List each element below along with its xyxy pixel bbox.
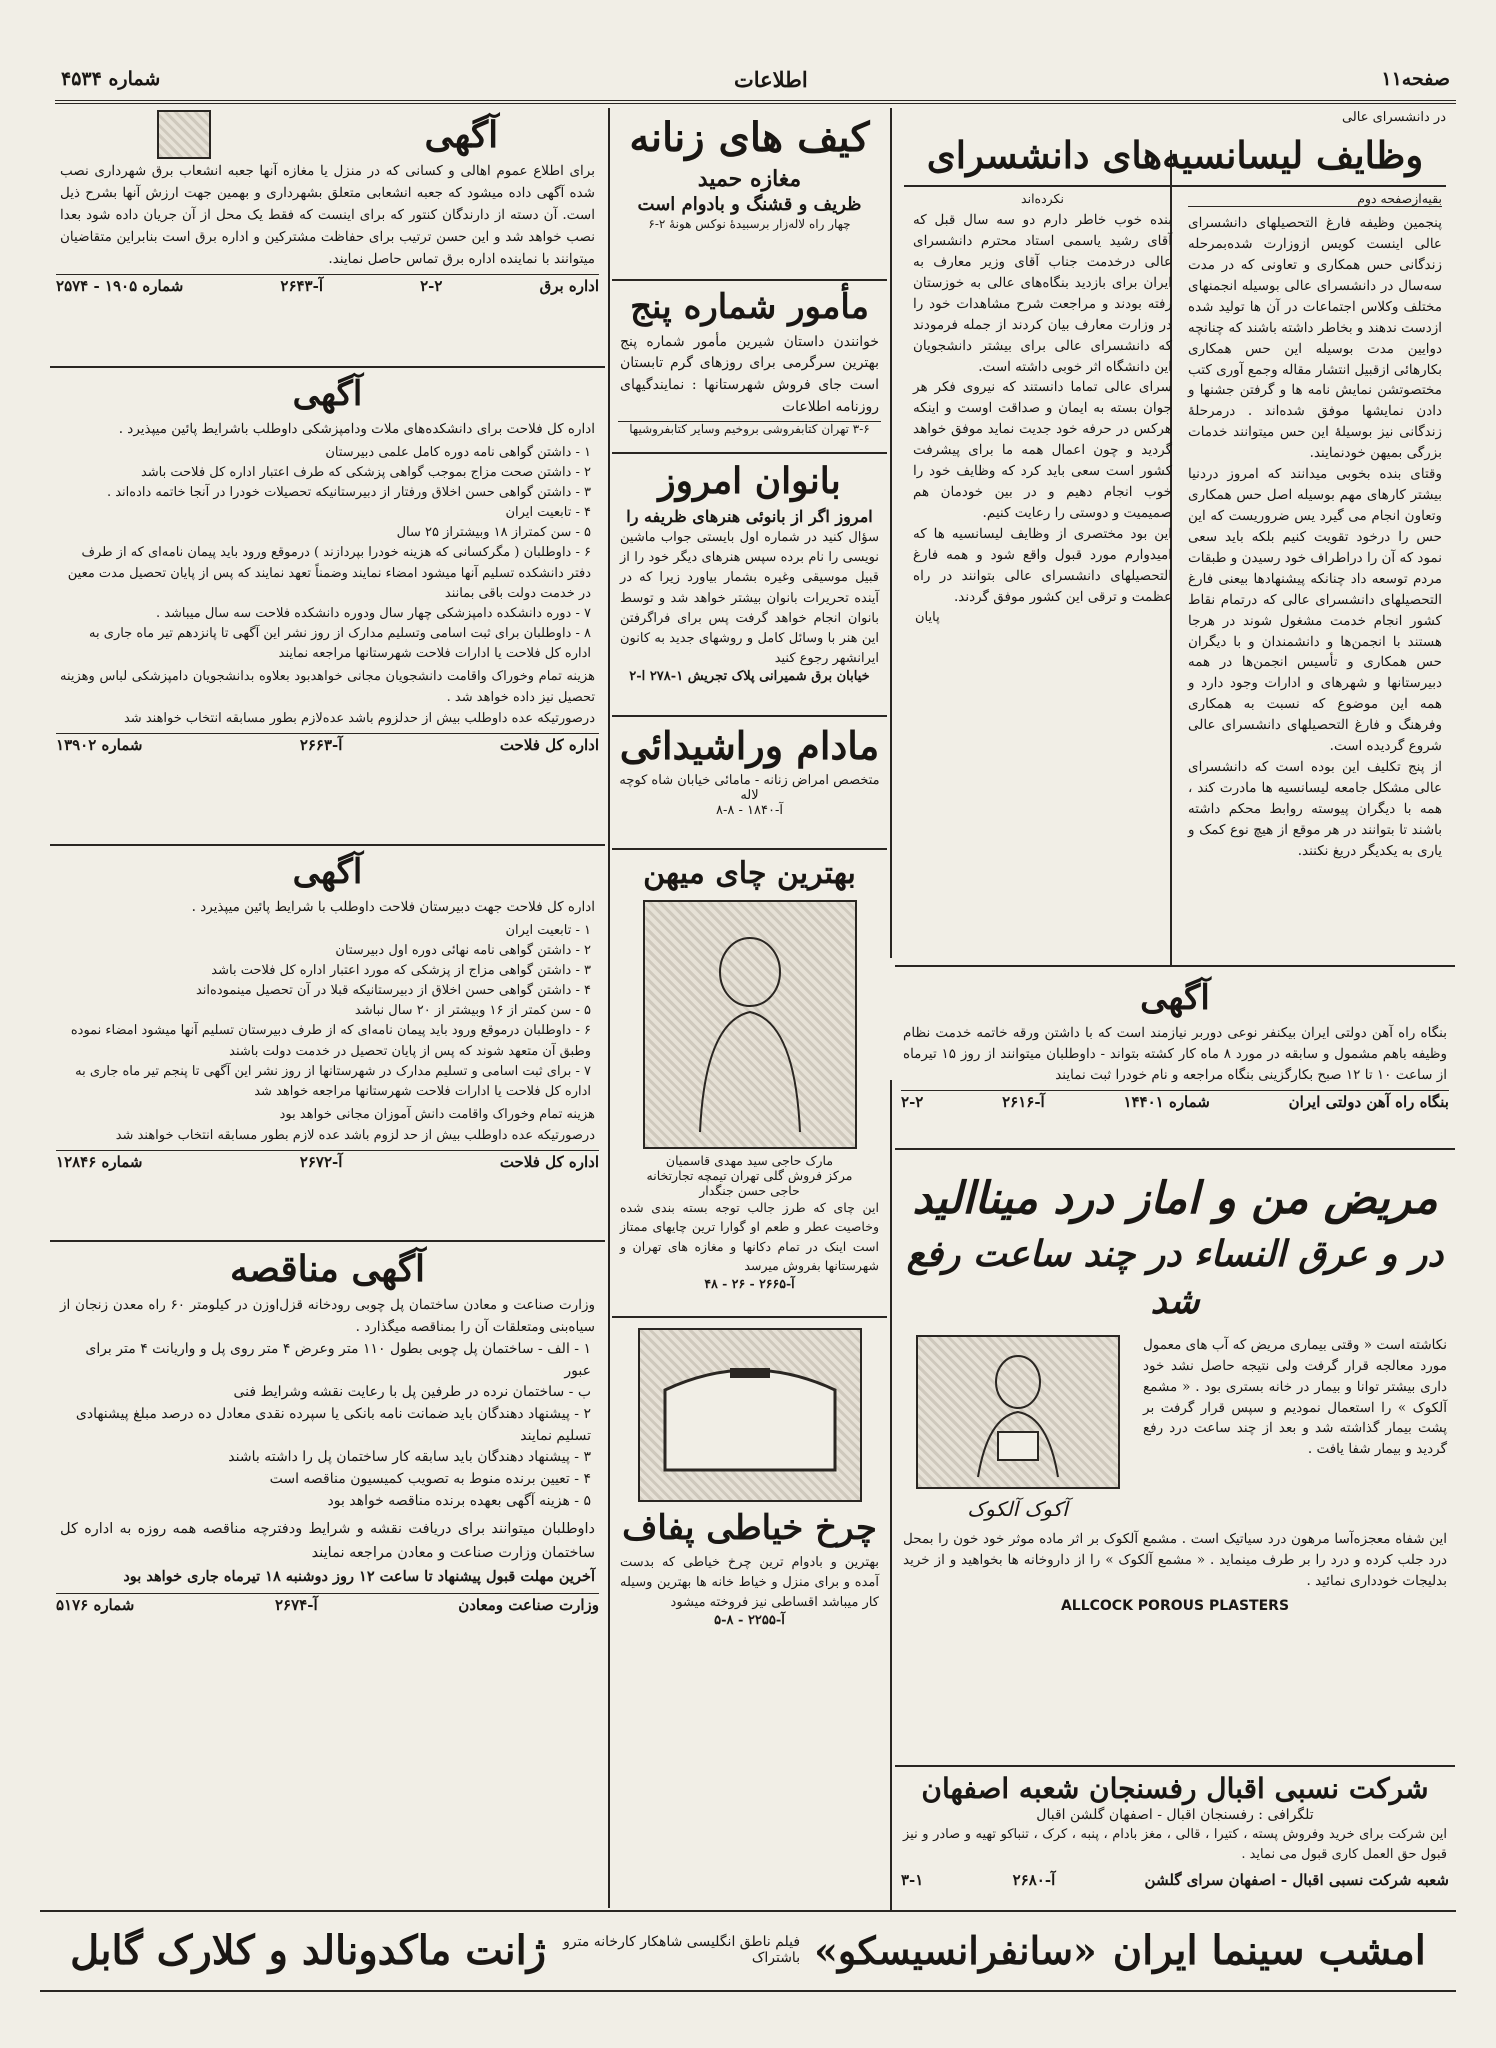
rule bbox=[50, 1240, 605, 1242]
ladies-text: سؤال کنید در شماره اول بایستی جواب ماشین نویسی را نام برده سپس هنرهای دیگر خود را از قبیل موسیقی وغیره بشمار بیاورد زیرا که در آینده تحریرات بانوان بیشتر خواهد شد و توسط بانوان انجام خواهد گرفت پس برای فراگرفتن این هنر با وسائل کامل و روشهای جدید به کانون ایرانشهر رجوع کنید bbox=[620, 530, 879, 667]
sewing-machine-illustration bbox=[638, 1328, 862, 1502]
rule-under-rail bbox=[895, 1148, 1455, 1150]
agri-college-code: آ-۲۶۶۳ bbox=[299, 736, 343, 755]
agri-college-note: هزینه تمام وخوراک واقامت دانشجویان مجانی خواهدبود بعلاوه بدانشجویان دامپزشکی لباس وهزینه تحصیل نیز داده خواهد شد . bbox=[60, 669, 595, 706]
company-telegraph: تلگرافی : رفسنجان اقبال - اصفهان گلشن اقبال bbox=[1036, 1807, 1314, 1823]
company-num: ۳-۱ bbox=[901, 1871, 924, 1890]
tender-code: آ-۲۶۷۴ bbox=[274, 1595, 318, 1614]
column-rule-left bbox=[608, 108, 610, 1908]
rail-notice-num: ۲-۲ bbox=[901, 1092, 924, 1111]
tender-note: داوطلبان میتوانند برای دریافت نقشه و شرایط ودفترچه مناقصه همه روزه به اداره کل ساختمان وزارت صناعت و معادن مراجعه نمایند bbox=[60, 1521, 595, 1561]
agent-title: مأمور شماره پنج bbox=[630, 287, 869, 327]
tender-notice bbox=[50, 1248, 605, 1898]
bags-ad bbox=[612, 114, 887, 279]
agriculture-college-notice bbox=[50, 374, 605, 844]
patient-figure-icon bbox=[918, 1337, 1118, 1487]
article-end: پایان bbox=[915, 609, 940, 625]
ladies-footer: خیابان برق شمیرانی پلاک تجریش ۱-۲۷۸ ا-۲ bbox=[629, 669, 870, 685]
article-paragraph: از پنج تکلیف این بوده است که دانشسرای عالی مشکل جامعه لیسانسیه ها مادرت کند ، همه با دیگران پیوسته روابط محکم داشته باشند تا بتوانند در هر موقع از هیچ نوع کمک و یاری به یکدیگر دریغ نکنند. bbox=[1188, 759, 1442, 859]
rule-under-article bbox=[895, 965, 1455, 967]
remedy-text: نکاشته است « وقتی بیماری مریض که آب های معمول مورد معالجه قرار گرفت ولی نتیجه حاصل نشد خود داری بیشتر توانا و بیمار در خانه بستری بود . « مشمع آلکوک » را استعمال نمودیم و سپس قرار گرفت بر پشت بیمار گذاشته شد و بعد از چند ساعت درد رفع گردید و بیمار شفا یافت . bbox=[1143, 1336, 1447, 1458]
agri-college-intro: اداره کل فلاحت برای دانشکده‌های ملات ودامپزشکی داوطلب باشرایط پائین میپذیرد . bbox=[118, 420, 595, 437]
electricity-notice bbox=[50, 108, 605, 366]
sewing-ad bbox=[612, 1328, 887, 1748]
rail-notice-text: بنگاه راه آهن دولتی ایران بیکنفر نوعی دوربر نیازمند است که با داشتن ورقه خاتمه خدمت نظام وظیفه باهم مشمول و سابقه در مورد ۸ ماه کار کشته بتواند - داوطلبان میتوانند از روز ۱۵ تیرماه از ساعت ۱۰ تا ۱۲ صبح بکارگزینی بنگاه مراجعه و نام خودرا ثبت نمایند bbox=[903, 1024, 1447, 1083]
remedy-hand-note: آکوک آلکوک bbox=[967, 1496, 1068, 1521]
sewing-title: چرخ خیاطی پفاف bbox=[622, 1508, 877, 1548]
sewing-machine-icon bbox=[640, 1330, 860, 1500]
agri-school-note: هزینه تمام وخوراک واقامت دانش آموزان مجانی خواهد بود bbox=[279, 1106, 595, 1122]
company-code: آ-۲۶۸۰ bbox=[1012, 1871, 1056, 1890]
requirement-item: ۸ - داوطلبان برای ثبت اسامی وتسلیم مدارک از روز نشر این آگهی تا پانزدهم تیر ماه جاری به اداره کل فلاحت یا ادارات فلاحت شهرستانها مراجعه نمایند bbox=[89, 625, 591, 662]
bags-title: کیف های زنانه bbox=[629, 114, 870, 161]
agri-school-intro: اداره کل فلاحت جهت دبیرستان فلاحت داوطلب با شرایط پائین میپذیرد . bbox=[191, 898, 595, 915]
article-paragraph: سرای عالی تماما دانستند که نیروی فکر هر جوان بسته به ایمان و صداقت اوست و اینکه هرکس در حرفه خود جدیت نماید موفق خواهد گردید و چون اعمال همه ما برای پیشرفت کشور است سعی باید کرد که وظایف خود را خوب انجام دهیم و در بین خودمان هم صمیمیت و دوستی را رعایت کنیم. bbox=[913, 379, 1172, 521]
requirement-item: ۶ - داوطلبان ( مگرکسانی که هزینه خودرا بپردازند ) درموقع ورود باید پیمان نامه‌ای که از طرف دفتر دانشکده تسلیم آنها میشود امضاء نمایند وضمناً تعهد نمایند که پس از پایان تحصیل مدت معین در خدمت دولت باقی بمانند bbox=[67, 545, 591, 601]
requirement-item: ۴ - تابعیت ایران bbox=[505, 505, 591, 521]
tender-item: ۳ - پیشنهاد دهندگان باید سابقه کار ساختمان پل را داشته باشند bbox=[228, 1449, 591, 1466]
left-column bbox=[50, 108, 605, 1908]
agri-school-signature-row bbox=[56, 1150, 599, 1171]
requirement-item: ۵ - سن کمتر از ۱۶ وبیشتر از ۲۰ سال نباشد bbox=[354, 1003, 591, 1019]
agri-school-code: آ-۲۶۷۲ bbox=[299, 1153, 343, 1172]
agri-school-signature: اداره کل فلاحت bbox=[499, 1153, 599, 1172]
tea-footer: آ-۲۶۶۵ - ۲۶ - ۴۸ bbox=[704, 1275, 795, 1291]
rail-notice-title: آگهی bbox=[1140, 978, 1210, 1018]
tender-title: آگهی مناقصه bbox=[229, 1248, 426, 1290]
requirement-item: ۱ - تابعیت ایران bbox=[505, 922, 591, 938]
agent-footer: ۳-۶ تهران کتابفروشی بروخیم وسایر کتابفروشیها bbox=[618, 421, 881, 436]
article-paragraph: وقتای بنده بخوبی میدانند که امروز دردنیا بیشتر کارهای مهم بوسیله اصل حس همکاری وتعاون انجام می گیرد یس ضروریست که این حس را درخود تقویت کنیم بلکه باید سعی نمود که آن را دراطراف خود رسیدن و طبقات مردم توسعه داد چنانکه پیشنهادها بیعنی فارغ التحصیلهای دانشسرای عالی که درتمام نقاط کشور انجام خدمت مشغول شوند در هرجا هستند با انجمن‌ها و دانشمندان و با دیگران حس همکاری و تأسیس انجمن‌ها در همه دبیرستانها و شهرهای و ادارات وجود دارد و همه این موضوع که نسبت به همکاری وفرهنگ و فارغ التحصیلهای دانشسرای عالی شروع گردیده است. bbox=[1188, 466, 1442, 755]
requirement-item: ۷ - دوره دانشکده دامپزشکی چهار سال ودوره دانشکده فلاحت سه سال میباشد . bbox=[155, 605, 591, 621]
requirement-item: ۱ - داشتن گواهی نامه دوره کامل علمی دبیرستان bbox=[325, 444, 591, 460]
cinema-name: امشب سینما ایران bbox=[1112, 1926, 1426, 1974]
company-signature-row bbox=[901, 1869, 1449, 1889]
paper-name: اطلاعات bbox=[733, 66, 808, 92]
rule-under-remedy bbox=[895, 1765, 1455, 1767]
agent-text: خوانندن داستان شیرین مأمور شماره پنج بهترین سرگرمی برای روزهای گرم تابستان است جای فروش شهرستانها : نمایندگیهای روزنامه اطلاعات bbox=[620, 333, 879, 415]
middle-column bbox=[612, 108, 887, 1908]
article-paragraph: بنده خوب خاطر دارم دو سه سال قبل که آقای رشید یاسمی استاد محترم دانشسرای عالی درخدمت جناب آقای وزیر معارف به ایران برای بازدید بنگاه‌های عالی به خوزستان رفته بودند و مراجعت شرح مشاهدات خود را در وزارت معارف بیان کردند از جمله فرمودند که دانشسرای عالی برای بیشتر دانشجویان این دانشگاه اثر خوبی داشته است. bbox=[913, 212, 1172, 375]
rail-notice-ref: شماره ۱۴۴۰۱ bbox=[1123, 1092, 1210, 1111]
agri-school-note-2: درصورتیکه عده داوطلب بیش از حد لزوم باشد عده لازم بطور مسابقه انتخاب خواهند شد bbox=[115, 1127, 595, 1143]
requirement-item: ۲ - داشتن صحت مزاج بموجب گواهی پزشکی که طرف اعتبار اداره کل فلاحت باشد bbox=[140, 464, 591, 480]
article-paragraph: این بود مختصری از وظایف لیسانسیه ها که امیدوارم مورد قبول واقع شود و همه فارغ التحصیلهای دانشسرای عالی بتوانند در راه عظمت و ترقی این کشور موفق گردند. bbox=[913, 525, 1172, 605]
cinema-banner bbox=[40, 1915, 1456, 1985]
rule bbox=[612, 1316, 887, 1318]
rail-notice-signature: بنگاه راه آهن دولتی ایران bbox=[1288, 1092, 1449, 1111]
company-ad bbox=[895, 1772, 1455, 1907]
remedy-illustration bbox=[916, 1335, 1120, 1489]
remedy-text-2: این شفاه معجزه‌آسا مرهون درد سیاتیک است . مشمع آلکوک بر اثر ماده موثر خود خون را بمحل درد جلب کرده و درد را بر طرف مینماید . « مشمع آلکوک » را از داروخانه ها بخواهید و از خرید بدلیجات خودداری نمائید . bbox=[903, 1530, 1447, 1589]
tea-caption-3: حاجی حسن جنگدار bbox=[699, 1183, 800, 1198]
ladies-subtitle: امروز اگر از بانوئی هنرهای ظریفه را bbox=[626, 507, 873, 527]
masthead-bar bbox=[55, 58, 1456, 104]
agri-college-signature-row bbox=[56, 733, 599, 754]
tender-item: ب - ساختمان نرده در طرفین پل با رعایت نقشه وشرایط فنی bbox=[233, 1384, 591, 1401]
article-subcolumn-left bbox=[905, 187, 1180, 862]
tender-intro: وزارت صناعت و معادن ساختمان پل چوبی رودخانه قزل‌اوزن در کیلومتر ۶۰ راه معدن زنجان از سیاه‌بنی ومتعلقات آن را بمناقصه میگذارد . bbox=[60, 1297, 595, 1336]
sewing-footer: آ-۲۲۵۵ - ۸-۵ bbox=[714, 1613, 785, 1629]
electricity-notice-signature-row bbox=[56, 274, 599, 295]
tender-item: ۵ - هزینه آگهی بعهده برنده مناقصه خواهد بود bbox=[327, 1492, 591, 1509]
page-number: صفحه۱۱ bbox=[1381, 68, 1450, 90]
tender-signature: وزارت صناعت ومعادن bbox=[458, 1595, 599, 1614]
issue-number: شماره ۴۵۳۴ bbox=[61, 68, 161, 90]
sewing-text: بهترین و بادوام ترین چرخ خیاطی که بدست آمده و برای منزل و خیاط خانه ها بهترین وسیله کار میباشد اقساطی نیز فروخته میشود bbox=[620, 1554, 879, 1611]
requirement-item: ۷ - برای ثبت اسامی و تسلیم مدارک در شهرستانها از روز نشر این آگهی تا پنجم تیر ماه جاری به اداره کل فلاحت یا ادارات فلاحت شهرستانها مراجعه خواهد شد bbox=[75, 1063, 591, 1099]
requirement-item: ۲ - داشتن گواهی نامه نهائی دوره اول دبیرستان bbox=[335, 942, 591, 958]
tender-ref: شماره ۵۱۷۶ bbox=[56, 1595, 135, 1614]
agri-college-note-2: درصورتیکه عده داوطلب بیش از حدلزوم باشد عده‌لازم بطور مسابقه انتخاب خواهند شد bbox=[123, 711, 595, 727]
film-stars: ژانت ماکدونالد و کلارک گابل bbox=[70, 1926, 547, 1974]
tender-deadline: آخرین مهلت قبول پیشنهاد تا ساعت ۱۲ روز دوشنبه ۱۸ تیرماه جاری خواهد بود bbox=[123, 1568, 595, 1586]
emblem-icon bbox=[157, 110, 211, 159]
film-description: فیلم ناطق انگلیسی شاهکار کارخانه مترو باشتراک bbox=[563, 1934, 801, 1966]
madam-footer: آ-۱۸۴۰ - ۸-۸ bbox=[716, 802, 783, 818]
rule bbox=[612, 848, 887, 850]
remedy-headline-2: در و عرق النساء در چند ساعت رفع شد bbox=[906, 1233, 1444, 1322]
tender-signature-row bbox=[56, 1593, 599, 1614]
company-text: این شرکت برای خرید وفروش پسته ، کتیرا ، قالی ، مغز بادام ، پنبه ، کرک ، تنباکو تهیه و صادر و نیز قبول حق العمل کاری قبول می نماید . bbox=[903, 1827, 1447, 1863]
bags-address: چهار راه لاله‌زار برسبیدهٔ نوکس هونهٔ ۲-۶ bbox=[648, 217, 851, 231]
madam-title: مادام وراشیدائی bbox=[619, 723, 880, 768]
bags-tagline: ظریف و قشنگ و بادوام است bbox=[637, 194, 862, 215]
rule bbox=[612, 279, 887, 281]
agriculture-school-notice bbox=[50, 852, 605, 1240]
tender-item: ۴ - تعیین برنده منوط به تصویب کمیسیون مناقصه است bbox=[269, 1471, 591, 1488]
agri-school-ref: شماره ۱۲۸۴۶ bbox=[56, 1153, 143, 1172]
electricity-notice-text: برای اطلاع عموم اهالی و کسانی که در منزل یا مغازه آنها جعبه انشعاب برق شهرداری نصب شده آگهی داده میشود که جعبه انشعابی متعلق بشهرداری و بهمین جهت ارزش آنها بشرح ذیل است. آن دسته از دارندگان کنتور که برای اینست که فقط یک محل از آن جریان داده شود بعدا نصب خواهد شد و این حسن ترتیب برای حفاظت مشترکین و اداره برق است بنابراین متقاضیان میتوانند با نماینده اداره برق تماس حاصل نمایند. bbox=[60, 163, 595, 267]
rail-notice-signature-row bbox=[901, 1090, 1449, 1111]
agent-five-ad bbox=[612, 287, 887, 452]
agri-school-title: آگهی bbox=[292, 852, 363, 892]
tea-caption-2: مرکز فروش گلی تهران تیمچه تجارتخانه bbox=[646, 1168, 853, 1183]
company-signature: شعبه شرکت نسبی اقبال - اصفهان سرای گلشن bbox=[1144, 1871, 1449, 1890]
madam-text: متخصص امراض زنانه - مامائی خیابان شاه کوچه لاله bbox=[619, 772, 880, 803]
madam-ad bbox=[612, 723, 887, 848]
railway-notice bbox=[895, 972, 1455, 1142]
electricity-notice-title: آگهی bbox=[424, 114, 499, 156]
requirement-item: ۴ - داشتن گواهی حسن اخلاق از دبیرستانیکه قبلا در آن تحصیل مینموده‌اند bbox=[195, 983, 591, 999]
rail-notice-code: آ-۲۶۱۶ bbox=[1002, 1092, 1045, 1111]
company-title: شرکت نسبی اقبال رفسنجان شعبه اصفهان bbox=[921, 1772, 1429, 1805]
tea-package-icon bbox=[645, 902, 855, 1147]
rule bbox=[50, 366, 605, 368]
remedy-brand: ALLCOCK POROUS PLASTERS bbox=[1060, 1597, 1290, 1614]
remedy-ad bbox=[895, 1154, 1455, 1759]
rule-above-banner bbox=[40, 1910, 1456, 1912]
tender-item: ۱ - الف - ساختمان پل چوبی بطول ۱۱۰ متر وعرض ۴ متر روی پل و واریانت ۴ متر برای عبور bbox=[85, 1340, 591, 1379]
tea-text: این چای که طرز جالب توجه بسته بندی شده وخاصیت عطر و طعم او گوارا ترین چایهای ممتاز است اینک در تمام دکانها و مغازه های تهران و شهرستانها بفروش میرسد bbox=[620, 1200, 879, 1274]
rule bbox=[612, 452, 887, 454]
bags-store: مغازه حمید bbox=[697, 166, 802, 192]
electricity-notice-num: ۲-۲ bbox=[420, 277, 443, 296]
rule bbox=[612, 715, 887, 717]
article-headline: وظایف لیسانسیه‌های دانشسرای bbox=[926, 133, 1424, 177]
remedy-headline-1: مریض من و اماز درد میناالید bbox=[912, 1173, 1438, 1224]
agri-college-title: آگهی bbox=[292, 374, 363, 414]
requirement-item: ۳ - داشتن گواهی مزاج از پزشکی که مورد اعتبار اداره کل فلاحت باشد bbox=[211, 962, 591, 978]
agri-college-signature: اداره کل فلاحت bbox=[499, 736, 599, 755]
ladies-title: بانوان امروز bbox=[658, 460, 841, 502]
article-paragraph: پنجمین وظیفه فارغ التحصیلهای دانشسرای عالی اینست کویس ازوزارت شده‌بمرحله زندگانی حس همکاری و تعاونی که در مدت سه‌سال در دانشسرای عالی بوسیله انجمنهای مختلف وکلاس اجتماعات در آن ها تولید شده ازدست ندهند و بخاطر داشته باشند که چنانچه دوایین مدت بوسیله این حس همکاری بکارهائی ازقبیل انتشار مقاله وجمع آوری کتب مختصوتشن نمایش نامه ها و گرفتن جشنها و دادن نمایشها موفق شده‌اند . درمرحلهٔ زندگانی نیز بوسیلهٔ این حس میتوانند خدمات بزرگی بمیهن خودنمایند. bbox=[1188, 215, 1442, 462]
electricity-notice-code: آ-۲۶۴۳ bbox=[280, 277, 324, 296]
rule-below-banner bbox=[40, 1990, 1456, 1992]
continuation-tag: نکرده‌اند bbox=[1021, 191, 1064, 207]
tea-ad bbox=[612, 856, 887, 1316]
article-kicker: در دانشسرای عالی bbox=[1341, 110, 1446, 125]
agri-college-ref: شماره ۱۳۹۰۲ bbox=[56, 736, 143, 755]
film-title: «سانفرانسیسکو» bbox=[814, 1927, 1097, 1973]
continuation-note: بقیه‌ازصفحه دوم bbox=[1188, 191, 1442, 207]
requirement-item: ۶ - داوطلبان درموقع ورود باید پیمان نامه‌ای که از طرف دبیرستان تسلیم آنها میشود امضاء نموده وطبق آن متعهد شوند که پس از پایان تحصیل در خدمت دولت باشند bbox=[70, 1023, 591, 1059]
electricity-notice-signature: اداره برق bbox=[539, 277, 599, 296]
column-rule-right-top bbox=[890, 108, 892, 958]
rule bbox=[50, 844, 605, 846]
tea-caption-1: مارک حاجی سید مهدی قاسمیان bbox=[665, 1153, 834, 1168]
requirement-item: ۵ - سن کمتراز ۱۸ وبیشتراز ۲۵ سال bbox=[396, 525, 591, 541]
ladies-ad bbox=[612, 460, 887, 715]
tea-title: بهترین چای میهن bbox=[643, 856, 856, 891]
tea-illustration bbox=[643, 900, 857, 1149]
column-rule-right-bottom bbox=[890, 1080, 892, 1910]
article-subcolumn-right bbox=[1180, 187, 1450, 862]
electricity-notice-ref: شماره ۱۹۰۵ - ۲۵۷۴ bbox=[56, 277, 184, 296]
article-column bbox=[900, 108, 1450, 968]
tender-item: ۲ - پیشنهاد دهندگان باید ضمانت نامه بانکی یا سپرده نقدی معادل ده درصد مبلغ پیشنهادی تسلیم نمایند bbox=[75, 1405, 591, 1444]
requirement-item: ۳ - داشتن گواهی حسن اخلاق ورفتار از دبیرستانیکه تحصیلات خودرا در آنجا خاتمه داده‌اند . bbox=[106, 484, 591, 500]
